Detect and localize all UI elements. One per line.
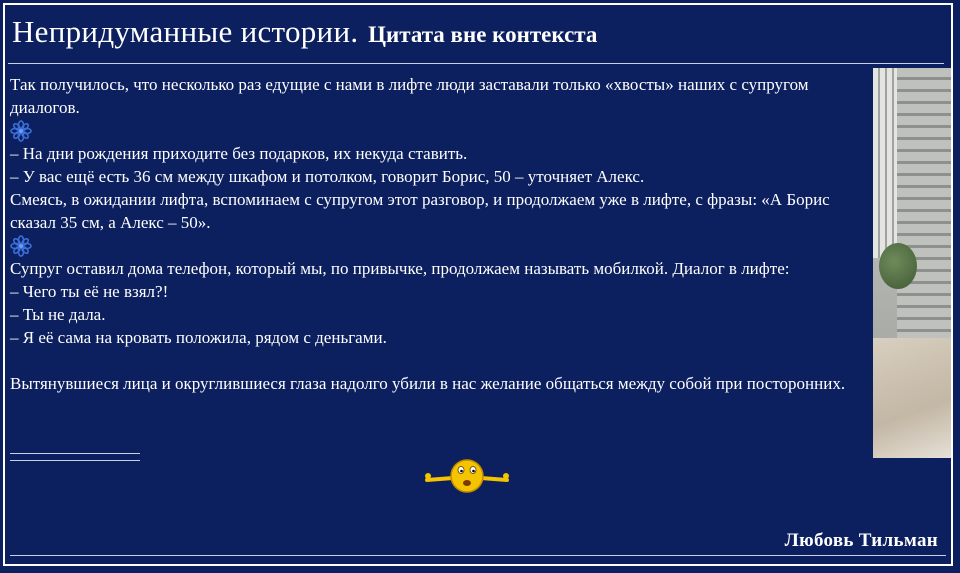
photo-building-left xyxy=(873,68,897,258)
dialog2-line: – Я её сама на кровать положила, рядом с деньгами. xyxy=(10,328,387,347)
story-text xyxy=(10,73,872,395)
dialog1-line: – У вас ещё есть 36 см между шкафом и потолком, говорит Борис, 50 – уточняет Алекс. xyxy=(10,167,645,186)
page-subtitle: Цитата вне контекста xyxy=(368,22,598,47)
short-divider-top xyxy=(10,453,140,454)
page-header xyxy=(12,14,597,50)
blue-flower-icon xyxy=(10,235,32,257)
story-intro: Так получилось, что несколько раз едущие с нами в лифте люди заставали только «хвосты» наших с супругом диалогов. xyxy=(10,75,809,117)
page-title: Непридуманные истории xyxy=(12,14,351,49)
author-name: Любовь Тильман xyxy=(784,530,938,551)
stretching-smiley-icon xyxy=(423,456,511,496)
dialog1-line: – На дни рождения приходите без подарков, их некуда ставить. xyxy=(10,144,468,163)
story-conclusion: Вытянувшиеся лица и округлившиеся глаза надолго убили в нас желание общаться между собой при посторонних. xyxy=(10,374,846,393)
photo-ground xyxy=(873,338,951,458)
blank-line xyxy=(10,349,872,372)
building-photo xyxy=(873,68,951,458)
photo-building-right xyxy=(897,68,951,368)
story-after-dialog1: Смеясь, в ожидании лифта, вспоминаем с супругом этот разговор, и продолжаем уже в лифте, с фразы: «А Борис сказал 35 см, а Алекс – 50». xyxy=(10,190,830,232)
dialog2-line: – Ты не дала. xyxy=(10,305,106,324)
photo-tree xyxy=(879,243,917,289)
title-separator: . xyxy=(350,14,359,49)
blue-flower-icon xyxy=(10,120,32,142)
story-intro2: Супруг оставил дома телефон, который мы, по привычке, продолжаем называть мобилкой. Диалог в лифте: xyxy=(10,259,790,278)
footer-divider xyxy=(10,555,946,556)
header-divider xyxy=(8,63,944,64)
short-divider-bottom xyxy=(10,460,140,461)
dialog2-line: – Чего ты её не взял?! xyxy=(10,282,169,301)
